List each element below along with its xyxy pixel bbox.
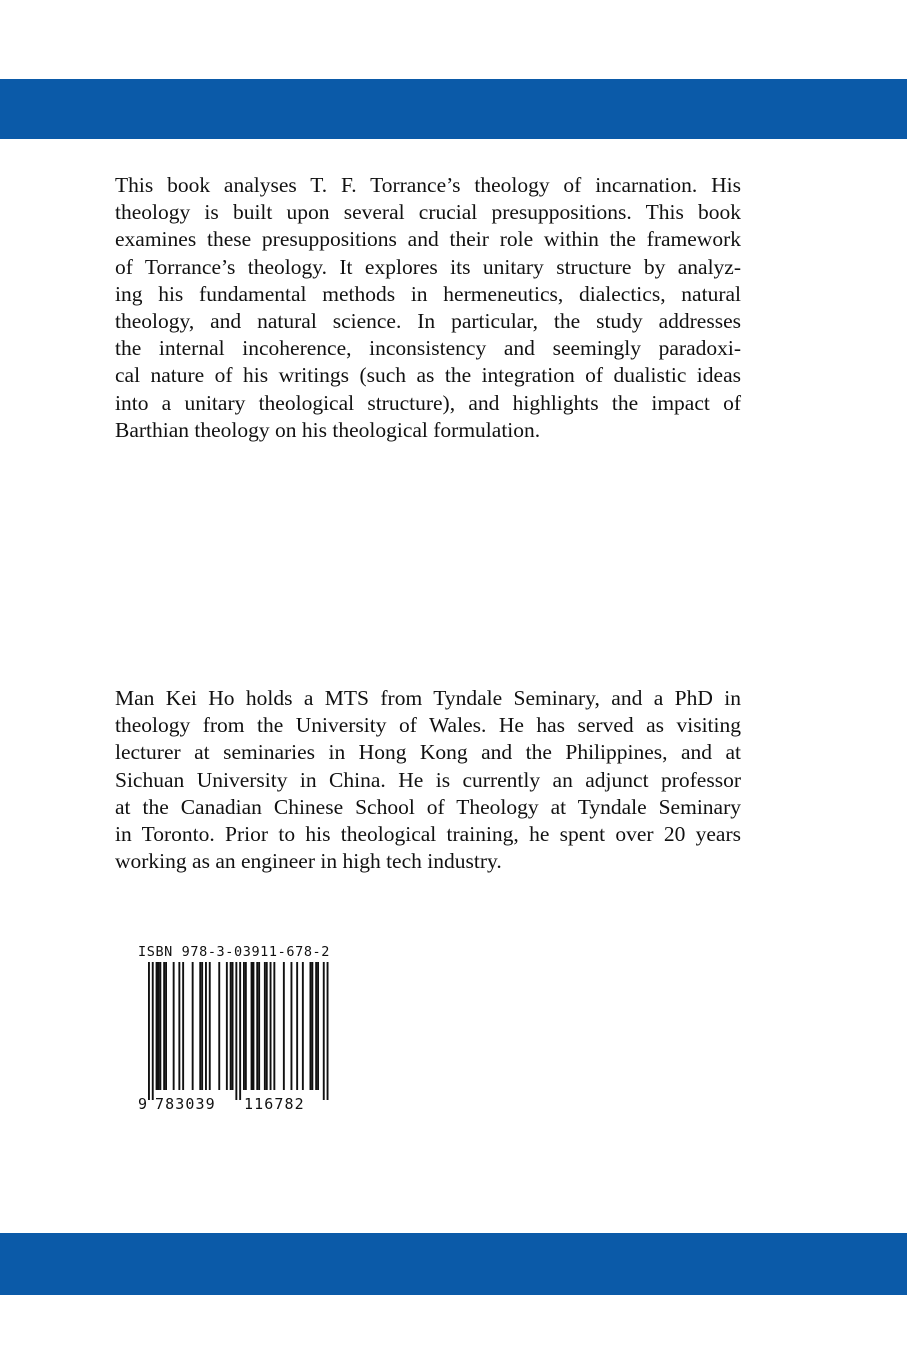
barcode-bars: [138, 962, 334, 1102]
barcode-bar: [283, 962, 285, 1090]
barcode-bar: [232, 962, 234, 1090]
bottom-color-band: [0, 1233, 907, 1295]
bio-line: at the Canadian Chinese School of Theology at Tyndale Seminary: [115, 794, 741, 819]
description-line: the internal incoherence, inconsistency and seemingly paradoxi-: [115, 336, 741, 361]
barcode-bar: [243, 962, 245, 1090]
barcode-bar: [152, 962, 154, 1100]
description-line: cal nature of his writings (such as the integration of dualistic ideas: [115, 363, 741, 388]
barcode-bar: [148, 962, 150, 1100]
isbn-barcode: [138, 944, 334, 1120]
barcode-bar: [251, 962, 253, 1090]
bio-line: lecturer at seminaries in Hong Kong and the Philippines, and at: [115, 740, 741, 765]
ean-right-digits: 116782: [244, 1095, 305, 1113]
barcode-bar: [291, 962, 293, 1090]
barcode-bar: [226, 962, 228, 1090]
bio-line: in Toronto. Prior to his theological training, he spent over 20 years: [115, 821, 741, 846]
isbn-label: ISBN 978-3-03911-678-2: [138, 944, 331, 960]
ean-first-digit: 9: [138, 1095, 148, 1113]
description-line: of Torrance’s theology. It explores its unitary structure by analyz-: [115, 254, 741, 279]
barcode-bar: [253, 962, 255, 1090]
barcode-bar: [256, 962, 258, 1090]
barcode-bar: [178, 962, 180, 1090]
barcode-bar: [192, 962, 194, 1090]
barcode-bar: [296, 962, 298, 1090]
barcode-bar: [258, 962, 260, 1090]
barcode-bar: [201, 962, 203, 1090]
barcode-bar: [205, 962, 207, 1090]
barcode-bar: [182, 962, 184, 1090]
barcode-bar: [239, 962, 241, 1100]
barcode-bar: [173, 962, 175, 1090]
barcode-bar: [323, 962, 325, 1100]
barcode-bar: [317, 962, 319, 1090]
description-line: This book analyses T. F. Torrance’s theology of incarnation. His: [115, 173, 741, 197]
bio-line: Man Kei Ho holds a MTS from Tyndale Seminary, and a PhD in: [115, 686, 741, 710]
barcode-bar: [270, 962, 272, 1090]
barcode-bar: [159, 962, 161, 1090]
top-color-band: [0, 79, 907, 139]
barcode-bar: [302, 962, 304, 1090]
barcode-bar: [158, 962, 160, 1090]
barcode-bar: [264, 962, 266, 1090]
description-line: ing his fundamental methods in hermeneutics, dialectics, natural: [115, 281, 741, 306]
barcode-bar: [245, 962, 247, 1090]
bio-line: working as an engineer in high tech industry.: [115, 849, 502, 874]
barcode-bar: [327, 962, 329, 1100]
barcode-bar: [199, 962, 201, 1090]
bio-line: theology from the University of Wales. He has served as visiting: [115, 713, 741, 738]
barcode-bar: [165, 962, 167, 1090]
book-description: [115, 172, 741, 444]
description-line: theology is built upon several crucial presuppositions. This book: [115, 200, 741, 225]
description-line: into a unitary theological structure), and highlights the impact of: [115, 390, 741, 415]
barcode-bar: [311, 962, 313, 1090]
ean-left-digits: 783039: [155, 1095, 216, 1113]
barcode-bar: [230, 962, 232, 1090]
bio-line: Sichuan University in China. He is currently an adjunct professor: [115, 767, 741, 792]
description-line: examines these presuppositions and their role within the framework: [115, 227, 741, 252]
barcode-bar: [273, 962, 275, 1090]
description-line: theology, and natural science. In particular, the study addresses: [115, 308, 741, 333]
description-line: Barthian theology on his theological formulation.: [115, 417, 541, 442]
barcode-bar: [310, 962, 312, 1090]
barcode-bar: [266, 962, 268, 1090]
author-biography: [115, 685, 741, 875]
barcode-bar: [209, 962, 211, 1090]
barcode-bar: [156, 962, 158, 1090]
barcode-bar: [315, 962, 317, 1090]
barcode-bar: [235, 962, 237, 1100]
barcode-bar: [163, 962, 165, 1090]
barcode-bar: [218, 962, 220, 1090]
